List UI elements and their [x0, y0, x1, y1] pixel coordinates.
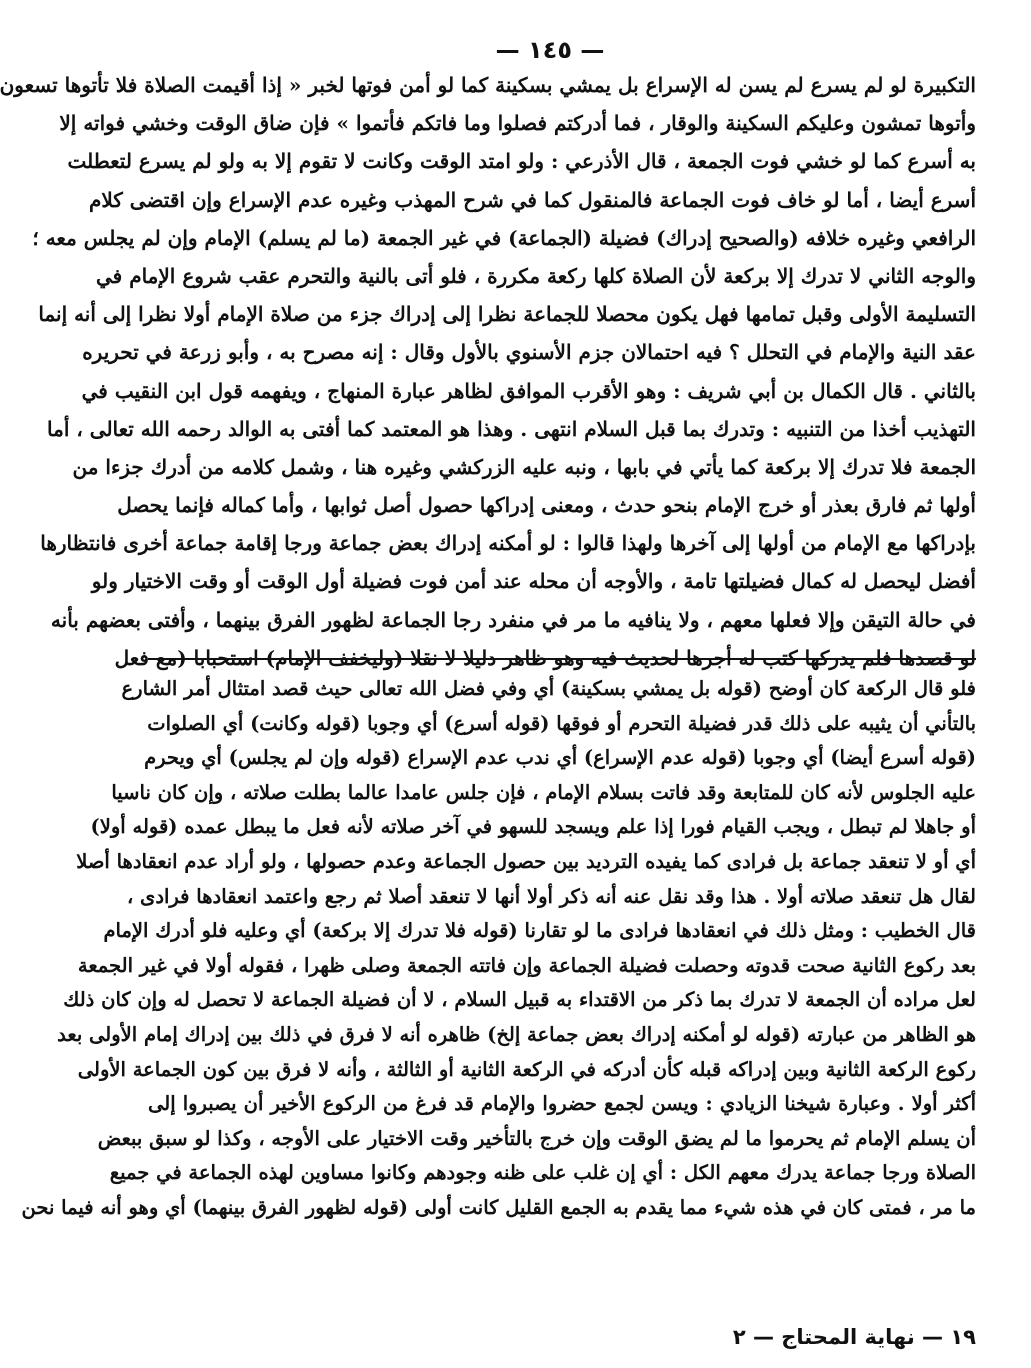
- commentary-text: [21, 672, 976, 1226]
- commentary-line: أن يسلم الإمام ثم يحرموا ما لم يضق الوقت وإن خرج بالتأخير وقت الاختيار على الأوجه ، وكذا لو سبق ببعض: [97, 1126, 976, 1150]
- commentary-line: أكثر أولا . وعبارة شيخنا الزيادي : ويسن لجمع حضروا والإمام قد فرغ من الركوع الأخير أن يصبروا إلى: [148, 1092, 976, 1116]
- commentary-line: (قوله أسرع أيضا) أي وجوبا (قوله عدم الإسراع) أي ندب عدم الإسراع (قوله وإن لم يجلس) أي ويحرم: [144, 746, 976, 770]
- main-line: في حالة التيقن وإلا فعلها معهم ، ولا ينافيه ما مر في منفرد رجا الجماعة لظهور الفرق بينهما ، وأفتى بعضهم بأنه: [50, 607, 976, 632]
- main-line: والوجه الثاني لا تدرك إلا بركعة لأن الصلاة كلها ركعة مكررة ، فلو أتى بالنية والتحرم عقب شروع الإمام في: [96, 263, 976, 288]
- commentary-line: بعد ركوع الثانية صحت قدوته وحصلت فضيلة الجماعة وإن فاتته الجمعة وصلى ظهرا ، فقوله أولا في غير الجمعة: [77, 953, 976, 977]
- main-line: الجمعة فلا تدرك إلا بركعة كما يأتي في بابها ، ونبه عليه الزركشي وغيره هنا ، وشمل كلامه من أدرك جزءا من: [72, 454, 976, 479]
- main-line: بإدراكها مع الإمام من أولها إلى آخرها ولهذا قالوا : لو أمكنه إدراك بعض جماعة ورجا إقامة جماعة أخرى فانتظارها: [40, 531, 976, 556]
- page-number: — ١٤٥ —: [495, 36, 605, 64]
- commentary-line: عليه الجلوس لأنه كان للمتابعة وقد فاتت بسلام الإمام ، فإن جلس عامدا عالما بطلت صلاته ، وإن كان ناسيا: [111, 780, 976, 804]
- page-footer: ١٩ — نهاية المحتاج — ٢: [732, 1325, 976, 1349]
- main-text: [0, 66, 976, 677]
- commentary-line: لقال هل تنعقد صلاته أولا . هذا وقد نقل عنه أنه ذكر أولا أنها لا تنعقد أصلا ثم رجع واعتمد انعقادها فرادى ،: [126, 884, 976, 908]
- commentary-line: هو الظاهر من عبارته (قوله لو أمكنه إدراك بعض جماعة إلخ) ظاهره أنه لا فرق في ذلك بين إدراك إمام الأولى بعد: [57, 1022, 976, 1046]
- main-line: الرافعي وغيره خلافه (والصحيح إدراك) فضيلة (الجماعة) في غير الجمعة (ما لم يسلم) الإمام وإن لم يجلس معه ؛: [32, 225, 976, 250]
- main-line: بالثاني . قال الكمال بن أبي شريف : وهو الأقرب الموافق لظاهر عبارة المنهاج ، ويفهمه قول ابن النقيب في: [81, 378, 976, 403]
- main-line: عقد النية والإمام في التحلل ؟ فيه احتمالان جزم الأسنوي بالأول وقال : إنه مصرح به ، وأبو زرعة في تحريره: [82, 340, 976, 365]
- commentary-line: ما مر ، فمتى كان في هذه شيء مما يقدم به الجمع القليل كانت أولى (قوله لظهور الفرق بينهما) أي وهو أنه فيما نحن: [21, 1195, 976, 1219]
- commentary-line: لعل مراده أن الجمعة لا تدرك بما ذكر من الاقتداء به قبيل السلام ، لا أن فضيلة الجماعة لا تحصل له وإن كان ذلك: [63, 988, 976, 1012]
- footnote-separator: [148, 658, 976, 660]
- commentary-line: الصلاة ورجا جماعة يدرك معهم الكل : أي إن غلب على ظنه وجودهم وكانوا مساوين لهذه الجماعة في جميع: [109, 1161, 976, 1185]
- main-line: لو قصدها فلم يدركها كتب له أجرها لحديث فيه وهو ظاهر دليلا لا نقلا (وليخفف الإمام) استحبابا (مع فعل: [114, 645, 976, 670]
- main-line: أسرع أيضا ، أما لو خاف فوت الجماعة فالمنقول كما في شرح المهذب وغيره عدم الإسراع وإن اقتضى كلام: [88, 187, 976, 212]
- main-line: وأتوها تمشون وعليكم السكينة والوقار ، فما أدركتم فصلوا وما فاتكم فأتموا » فإن ضاق الوقت وخشي فواته إلا: [59, 111, 976, 136]
- commentary-line: أو جاهلا لم تبطل ، ويجب القيام فورا إذا علم ويسجد للسهو في آخر صلاته لأنه فعل ما يبطل عمده (قوله أولا): [90, 815, 976, 839]
- main-line: التكبيرة لو لم يسرع لم يسن له الإسراع بل يمشي بسكينة كما لو أمن فوتها لخبر « إذا أقيمت الصلاة فلا تأتوها تسعون: [0, 73, 976, 97]
- main-line: أفضل ليحصل له كمال فضيلتها تامة ، والأوجه أن محله عند أمن فوت فضيلة أول الوقت أو وقت الاختيار ولو: [91, 569, 976, 594]
- main-line: التسليمة الأولى وقبل تمامها فهل يكون محصلا للجماعة نظرا إلى إدراك جزء من صلاة الإمام أولا نظرا إلى أنه إنما: [38, 302, 976, 327]
- commentary-line: ركوع الركعة الثانية وبين إدراكه قبله كأن أدركه في الركعة الثانية أو الثالثة ، وأنه لا فرق بين كون الجماعة الأولى: [77, 1057, 976, 1081]
- commentary-line: قال الخطيب : ومثل ذلك في انعقادها فرادى ما لو تقارنا (قوله فلا تدرك إلا بركعة) أي وعليه فلو أدرك الإمام: [103, 919, 976, 943]
- main-line: أولها ثم فارق بعذر أو خرج الإمام بنحو حدث ، ومعنى إدراكها حصول أصل ثوابها ، وأما كماله فإنما يحصل: [117, 493, 976, 518]
- commentary-line: بالتأني أن يثيبه على ذلك قدر فضيلة التحرم أو فوقها (قوله أسرع) أي وجوبا (قوله وكانت) أي الصلوات: [147, 711, 976, 735]
- main-line: التهذيب أخذا من التنبيه : وتدرك بما قبل السلام انتهى . وهذا هو المعتمد كما أفتى به الوالد رحمه الله تعالى ، أما: [47, 416, 976, 441]
- commentary-line: أي أو لا تنعقد جماعة بل فرادى كما يفيده الترديد بين حصول الجماعة وعدم حصولها ، ولو أراد عدم انعقادها أصلا: [76, 849, 976, 873]
- main-line: به أسرع كما لو خشي فوت الجمعة ، قال الأذرعي : ولو امتد الوقت وكانت لا تقوم إلا به ولو لم يسرع لتعطلت: [67, 149, 976, 174]
- commentary-line: فلو قال الركعة كان أوضح (قوله بل يمشي بسكينة) أي وفي فضل الله تعالى حيث قصد امتثال أمر الشارع: [121, 677, 976, 700]
